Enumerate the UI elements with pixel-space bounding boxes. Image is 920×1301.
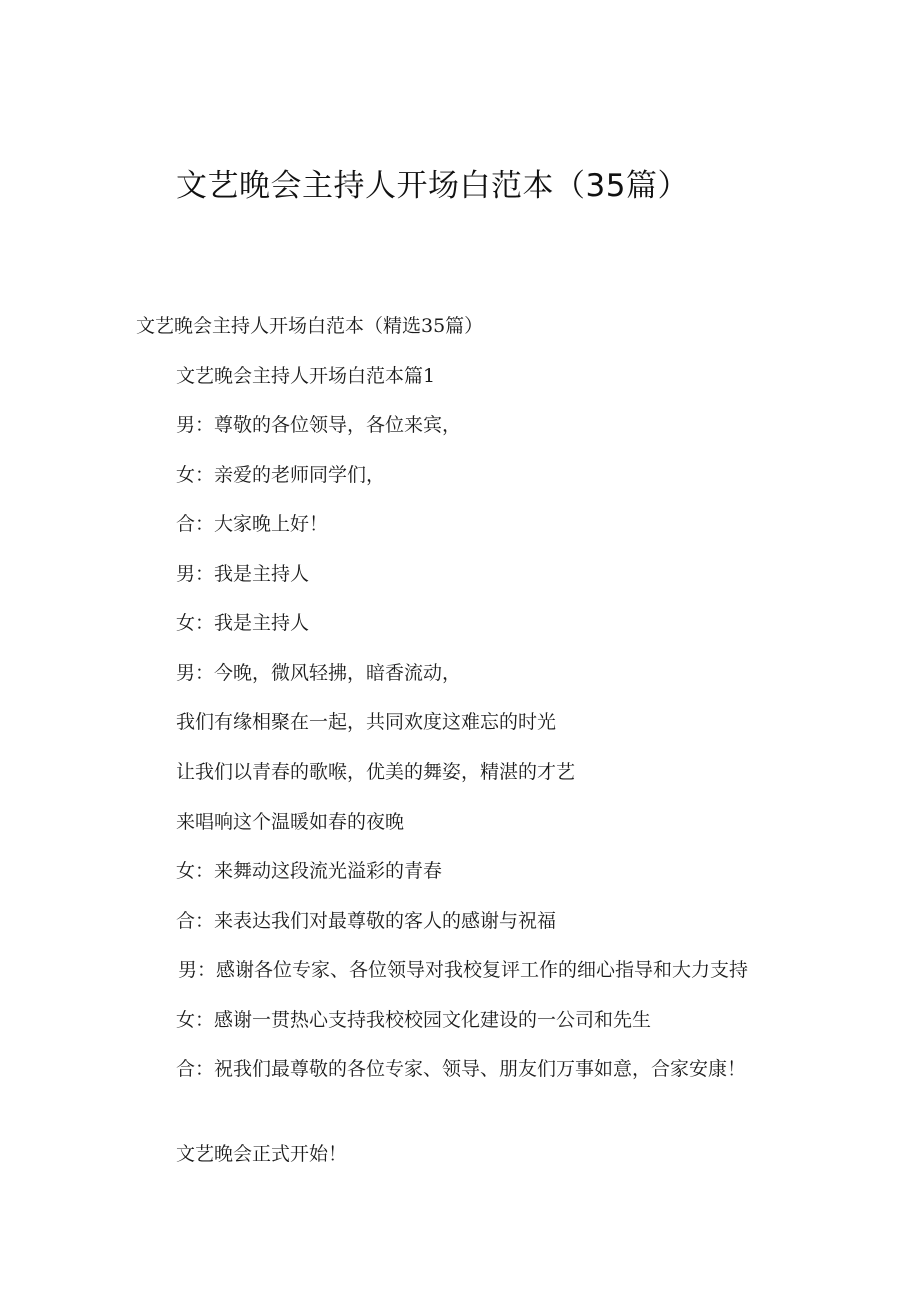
text-line: 女：亲爱的老师同学们， — [176, 464, 386, 486]
document-subtitle: 文艺晚会主持人开场白范本（精选35篇） — [136, 315, 484, 337]
text-line: 文艺晚会主持人开场白范本篇1 — [176, 365, 436, 387]
text-line: 男：今晚，微风轻拂，暗香流动， — [176, 662, 462, 684]
text-line: 文艺晚会正式开始！ — [176, 1143, 348, 1165]
text-line: 男：感谢各位专家、各位领导对我校复评工作的细心指导和大力支持 — [178, 959, 749, 981]
text-line: 女：感谢一贯热心支持我校校园文化建设的一公司和先生 — [176, 1009, 652, 1031]
text-line: 让我们以青春的歌喉，优美的舞姿，精湛的才艺 — [176, 761, 576, 783]
text-line: 男：我是主持人 — [176, 563, 310, 585]
text-line: 女：来舞动这段流光溢彩的青春 — [176, 860, 443, 882]
text-line: 合：来表达我们对最尊敬的客人的感谢与祝福 — [176, 910, 557, 932]
text-line: 合：大家晚上好！ — [176, 513, 329, 535]
text-line: 我们有缘相聚在一起，共同欢度这难忘的时光 — [176, 711, 557, 733]
text-line: 男：尊敬的各位领导，各位来宾， — [176, 414, 462, 436]
text-line: 合：祝我们最尊敬的各位专家、领导、朋友们万事如意，合家安康！ — [176, 1058, 747, 1080]
text-line: 女：我是主持人 — [176, 612, 310, 634]
document-title: 文艺晚会主持人开场白范本（35篇） — [176, 168, 689, 204]
text-line: 来唱响这个温暖如春的夜晚 — [176, 811, 405, 833]
